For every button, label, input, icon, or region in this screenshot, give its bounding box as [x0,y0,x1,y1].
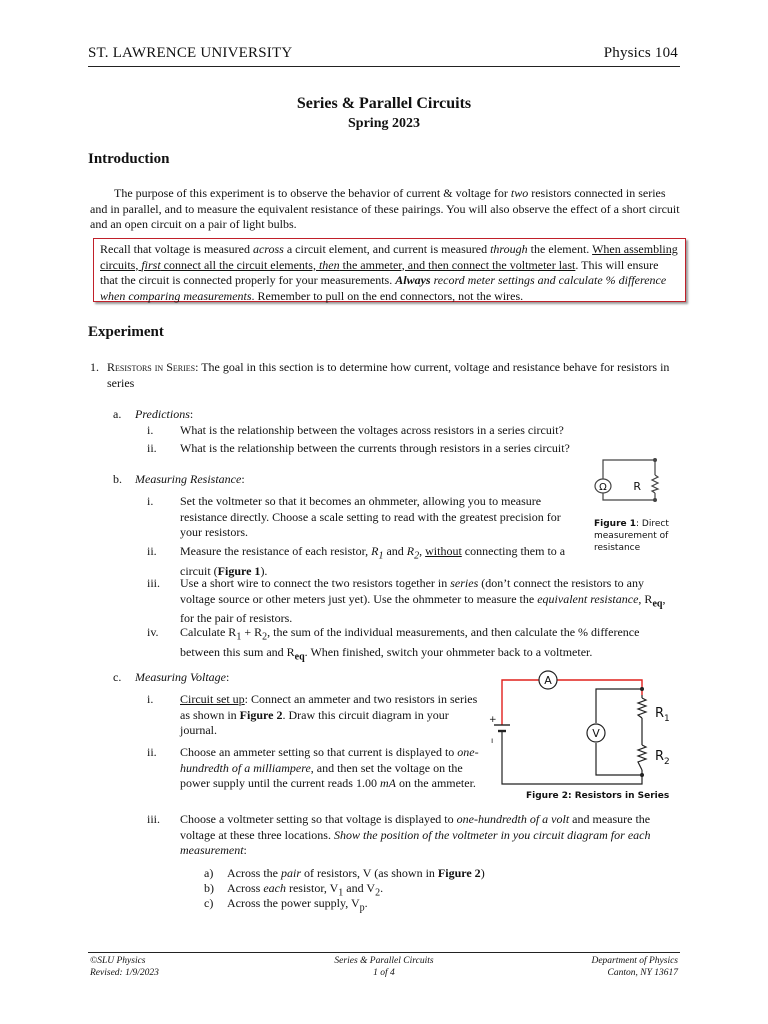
c-sub-a-num: a) [204,866,214,880]
c-sub-a-text: Across the pair of resistors, V (as shown in Figure 2) [227,866,485,880]
a-ii-num: ii. [147,441,157,455]
header-rule [88,66,680,67]
item1-text: Resistors in Series: The goal in this section is to determine how current, voltage and resistance behave for resistors in series [107,360,670,390]
c-sub-c-text: Across the power supply, $V_p$. [227,896,368,914]
a-label: a. [113,407,122,421]
c-iii-text: Choose a voltmeter setting so that voltage is displayed to one-hundredth of a volt and measure the voltage at these three locations. Show the position of the voltmeter in you circuit diagram for each measurement: [180,812,651,857]
b-label: b. [113,472,122,486]
c-title: Measuring Voltage: [135,670,230,684]
red-wire [502,680,642,725]
footer-center-1: Series & Parallel Circuits [334,956,434,966]
b-i-num: i. [147,494,154,508]
a-i-num: i. [147,423,154,437]
footer-center-2: 1 of 4 [373,968,395,978]
r2-resistor-icon [638,745,646,770]
c-sub-c-num: c) [204,896,214,910]
battery-plus: + [489,715,497,725]
figure1-caption: Figure 1: Direct measurement of resistance [594,519,669,553]
ammeter-label: A [544,674,552,687]
figure2-caption: Figure 2: Resistors in Series [526,791,670,801]
b-iii-num: iii. [147,576,161,590]
intro-paragraph: The purpose of this experiment is to observe the behavior of current & voltage for two resistors connected in series and in parallel, and to measure the equivalent resistance of these pairings. You will also observe the effect of a short circuit and an open circuit on a pair of light bulbs. [90,186,680,231]
footer-right-2: Canton, NY 13617 [607,968,678,978]
c-i-text: Circuit set up: Connect an ammeter and two resistors in series as shown in Figure 2. Draw this circuit diagram in your journal. [180,692,478,737]
a-i-text: What is the relationship between the voltages across resistors in a series circuit? [180,423,564,437]
c-i-num: i. [147,692,154,706]
recall-note-box: Recall that voltage is measured across a circuit element, and current is measured through the element. When assembling circuits, first connect all the circuit elements, then the ammeter, and then connect the voltmeter last. This will ensure that the circuit is connected properly for your measurements. Always record meter settings and calculate % difference when comparing measurements. Remember to pull on the end connectors, not the wires. [93,238,686,302]
b-iv-num: iv. [147,625,159,639]
c-ii-num: ii. [147,745,157,759]
c-ii-text: Choose an ammeter setting so that current is displayed to one-hundredth of a milliampere, and then set the voltage on the power supply until the current reads 1.00 mA on the ammeter. [180,745,479,790]
ohm-symbol: Ω [599,482,607,493]
figure1-r-label: R [633,480,641,493]
c-sub-b-text: Across each resistor, $V_1$ and $V_2$. [227,881,384,899]
r2-label: $R_2$ [655,749,670,767]
footer-left-2: Revised: 1/9/2023 [90,968,159,978]
r1-resistor-icon [638,698,646,718]
c-label: c. [113,670,122,684]
b-i-text: Set the voltmeter so that it becomes an ohmmeter, allowing you to measure resistance directly. Choose a scale setting to read with the greatest precision for your resistors. [180,494,561,539]
experiment-heading: Experiment [88,324,164,340]
voltmeter-label: V [592,727,600,740]
b-ii-text: Measure the resistance of each resistor, $R_1$ and $R_2$, without connecting them to a circuit (Figure 1). [180,544,566,578]
header-course: Physics 104 [603,45,678,61]
figure2-diagram [482,665,682,790]
figure1-resistor-icon [652,475,658,493]
c-sub-b-num: b) [204,881,214,895]
b-iii-text: Use a short wire to connect the two resistors together in series (don’t connect the resistors to any voltage source or other meters just yet). Use the ohmmeter to measure the equivalent resistance, $R_{eq}$, for the pair of resistors. [180,576,666,626]
header-university: ST. LAWRENCE UNIVERSITY [88,45,293,61]
b-ii-num: ii. [147,544,157,558]
a-title: Predictions: [135,407,194,421]
footer-right-1: Department of Physics [591,956,678,966]
c-iii-num: iii. [147,812,161,826]
page-title: Series & Parallel Circuits [296,95,472,112]
intro-heading: Introduction [88,151,170,167]
footer-left-1: ©SLU Physics [90,956,146,966]
r1-label: $R_1$ [655,706,670,724]
battery-minus: ı [491,736,494,745]
footer-rule [88,952,680,953]
b-iv-text: Calculate $R_1 + R_2$, the sum of the individual measurements, and then calculate the % difference between this sum and $R_{eq}$. When finished, switch your ohmmeter back to a voltmeter. [180,625,640,663]
a-ii-text: What is the relationship between the currents through resistors in a series circuit? [180,441,570,455]
b-title: Measuring Resistance: [135,472,245,486]
item1-number: 1. [90,360,99,374]
figure1-diagram [588,455,668,507]
page-subtitle: Spring 2023 [348,116,420,131]
